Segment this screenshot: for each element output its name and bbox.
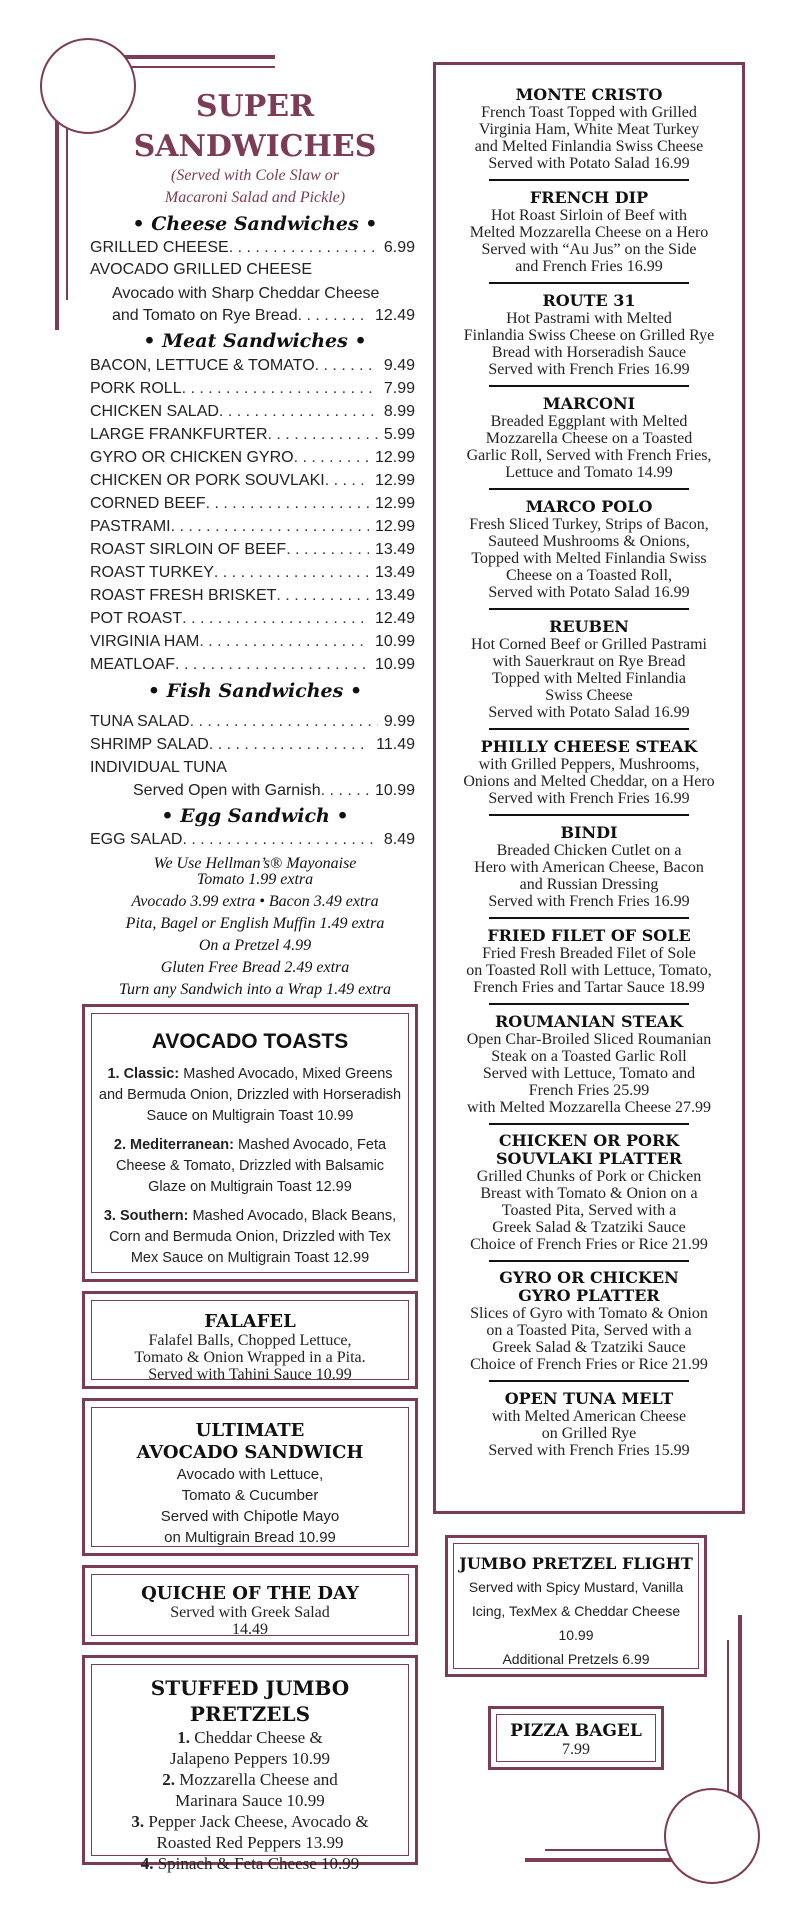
item-description: Avocado with Sharp Cheddar Cheese [112,285,380,302]
special-line: Toasted Pita, Served with a [501,1202,677,1219]
special-line: on a Toasted Pita, Served with a [486,1322,692,1339]
avocado-toasts-inner [91,1013,409,1273]
toast-label: 3. Southern: [103,1208,189,1224]
specials-box [433,62,745,1514]
special-item [436,926,742,996]
item-name: MEATLOAF [90,656,176,673]
item-name: ROAST SIRLOIN OF BEEF [90,541,287,558]
special-item [436,823,742,910]
jumbo-pretzel-flight-box [445,1535,707,1677]
pretzel-line: Spinach & Feta Cheese 10.99 [157,1854,360,1873]
item-name: LARGE FRANKFURTER [90,426,268,443]
special-line: French Fries 25.99 [528,1082,650,1099]
special-line: Finlandia Swiss Cheese on Grilled Rye [463,327,715,344]
item-name: EGG SALAD [90,831,183,848]
note-line: Tomato 1.99 extra [196,871,314,888]
section-title-fish: • Fish Sandwiches • [147,680,363,702]
special-item [436,617,742,721]
divider [489,488,689,490]
menu-item [90,735,415,755]
item-price: 13.49 [374,587,415,604]
special-line: on Grilled Rye [541,1425,637,1442]
deco-circle-bottom-right [664,1788,760,1884]
special-line: Served with Potato Salad 16.99 [488,155,690,172]
item-name: CORNED BEEF [90,495,206,512]
pretzel-line: Jalapeno Peppers 10.99 [169,1749,331,1768]
divider [489,1260,689,1262]
special-line: Lettuce and Tomato 14.99 [505,464,673,481]
divider [489,1380,689,1382]
quiche-title: QUICHE OF THE DAY [141,1583,359,1604]
menu-item [90,712,415,732]
menu-item [90,448,415,468]
item-name: TUNA SALAD [90,713,190,730]
special-line: and French Fries 16.99 [515,258,663,275]
pretzel-num: 4. [140,1854,154,1873]
special-title: ROUTE 31 [542,291,636,310]
menu-item [90,471,415,491]
pretzel-line: Mozzarella Cheese and [179,1770,338,1789]
special-line: Slices of Gyro with Tomato & Onion [470,1305,708,1322]
menu-item [90,758,415,778]
item-name: ROAST TURKEY [90,564,214,581]
special-item [436,1389,742,1459]
avocado-toasts-title: AVOCADO TOASTS [151,1030,349,1053]
special-line: Served with French Fries 16.99 [488,790,690,807]
special-line: Hot Roast Sirloin of Beef with [491,207,687,224]
special-line: and Melted Finlandia Swiss Cheese [474,138,704,155]
special-line: Served with French Fries 16.99 [488,893,690,910]
special-title: FRENCH DIP [529,188,649,207]
divider [489,814,689,816]
item-price: 10.99 [374,633,415,650]
section-title-cheese: • Cheese Sandwiches • [132,213,378,235]
note-line: Turn any Sandwich into a Wrap 1.49 extra [119,981,391,998]
special-line: Onions and Melted Cheddar, on a Hero [463,773,715,790]
item-price: 10.99 [374,782,415,799]
special-line: with Grilled Peppers, Mushrooms, [478,756,700,773]
section-title-egg: • Egg Sandwich • [161,805,349,827]
special-item [436,1012,742,1116]
jumbo-flight-line: Icing, TexMex & Cheddar Cheese [471,1603,681,1619]
section-title-meat: • Meat Sandwiches • [143,330,367,352]
ultimate-title-1: ULTIMATE [195,1420,305,1441]
stuffed-pretzels-box [82,1655,418,1873]
special-line: Served with French Fries 15.99 [488,1442,690,1459]
special-line: Hot Corned Beef or Grilled Pastrami [471,636,707,653]
special-title: CHICKEN OR PORK SOUVLAKI PLATTER [495,1131,683,1168]
special-line: Served with Lettuce, Tomato and [482,1065,696,1082]
item-price: 13.49 [374,564,415,581]
pizza-bagel-title: PIZZA BAGEL [510,1721,642,1741]
special-line: Sauteed Mushrooms & Onions, [488,533,690,550]
item-price: 12.99 [374,518,415,535]
ultimate-line: Avocado with Lettuce, [176,1466,324,1483]
special-line: with Melted American Cheese [491,1408,687,1425]
pretzel-num: 1. [177,1728,191,1747]
item-price: 12.99 [374,495,415,512]
item-name: BACON, LETTUCE & TOMATO [90,357,315,374]
special-title: FRIED FILET OF SOLE [487,926,691,945]
special-title: REUBEN [549,617,629,636]
toast-label: 1. Classic: [107,1066,180,1082]
falafel-line: Served with Tahini Sauce 10.99 [148,1366,352,1383]
subtitle-line2: Macaroni Salad and Pickle) [164,189,346,206]
menu-item [90,425,415,445]
note-line: Avocado 3.99 extra • Bacon 3.49 extra [131,893,379,910]
menu-item [90,494,415,514]
special-title: MONTE CRISTO [515,85,663,104]
special-title: ROUMANIAN STEAK [494,1012,683,1031]
divider [489,1003,689,1005]
divider [489,728,689,730]
special-item [436,188,742,275]
special-line: Open Char-Broiled Sliced Roumanian [466,1031,712,1048]
special-line: Served with French Fries 16.99 [488,361,690,378]
ultimate-line: Tomato & Cucumber [181,1487,319,1504]
special-item [436,291,742,378]
ultimate-avocado-inner [91,1407,409,1547]
special-line: Served with “Au Jus” on the Side [481,241,697,258]
menu-item [90,356,415,376]
special-title: MARCONI [542,394,636,413]
jumbo-flight-line: Additional Pretzels 6.99 [502,1651,650,1667]
subtitle-line1: (Served with Cole Slaw or [171,167,339,184]
special-line: Steak on a Toasted Garlic Roll [491,1048,687,1065]
falafel-inner [91,1300,409,1383]
pizza-bagel-price: 7.99 [562,1741,590,1758]
item-name: PORK ROLL [90,380,182,397]
toast-desc: Mashed Avocado, Black Beans, Corn and Bermuda Onion, Drizzled with Tex Mex Sauce on Multigrain Toast 12.99 [109,1208,397,1266]
menu-item [90,655,415,675]
page-title-line2: SANDWICHES [133,129,377,164]
menu-item [90,609,415,629]
note-line: We Use Hellman’s® Mayonaise [153,855,357,872]
jumbo-flight-line: Served with Spicy Mustard, Vanilla [468,1579,684,1595]
menu-item [90,563,415,583]
falafel-title: FALAFEL [204,1311,296,1332]
item-description: Served Open with Garnish [133,782,321,799]
ultimate-line: Served with Chipotle Mayo [160,1508,340,1525]
divider [489,385,689,387]
pizza-bagel-box [488,1706,664,1770]
pizza-bagel-inner [496,1714,656,1762]
special-line: Served with Potato Salad 16.99 [488,584,690,601]
special-line: Swiss Cheese [545,687,633,704]
special-line: French Toast Topped with Grilled [481,104,697,121]
special-line: Topped with Melted Finlandia Swiss [471,550,707,567]
item-name: CHICKEN SALAD [90,403,219,420]
special-title: OPEN TUNA MELT [504,1389,674,1408]
item-price: 13.49 [374,541,415,558]
special-title: PHILLY CHEESE STEAK [480,737,698,756]
item-price: 5.99 [383,426,415,443]
special-line: Mozzarella Cheese on a Toasted [485,430,693,447]
quiche-box [82,1565,418,1645]
note-line: Pita, Bagel or English Muffin 1.49 extra [125,915,385,932]
avocado-toasts-box [82,1004,418,1282]
special-line: and Russian Dressing [519,876,659,893]
pretzel-line: Cheddar Cheese & [194,1728,323,1747]
deco-bar-vertical-1 [55,100,59,330]
toast-item [96,1206,404,1269]
quiche-inner [91,1574,409,1636]
special-title: MARCO POLO [525,497,653,516]
item-price: 11.49 [376,736,415,753]
item-price: 12.99 [374,472,415,489]
stuffed-pretzels-inner [91,1664,409,1873]
special-item [436,1269,742,1373]
note-line: On a Pretzel 4.99 [198,937,312,954]
deco-bar-horizontal-1 [105,55,275,59]
divider [489,282,689,284]
special-line: Greek Salad & Tzatziki Sauce [492,1339,686,1356]
item-price: 7.99 [383,380,415,397]
special-item [436,1132,742,1253]
note-line: Gluten Free Bread 2.49 extra [160,959,350,976]
item-price: 6.99 [383,239,415,256]
ultimate-line: on Multigrain Bread 10.99 [164,1529,336,1546]
special-item [436,394,742,481]
toast-item [96,1064,404,1127]
menu-item [90,379,415,399]
divider [489,1123,689,1125]
item-name: POT ROAST [90,610,183,627]
toast-desc: Mashed Avocado, Mixed Greens and Bermuda Onion, Drizzled with Horseradish Sauce on Multigrain Toast 10.99 [98,1066,402,1124]
jumbo-flight-title: JUMBO PRETZEL FLIGHT [459,1554,693,1573]
pretzel-num: 3. [131,1812,145,1831]
item-price: 9.99 [383,713,415,730]
item-price: 10.99 [374,656,415,673]
menu-item [90,517,415,537]
item-name: GRILLED CHEESE [90,239,229,256]
jumbo-pretzel-flight-inner [453,1543,699,1669]
pretzel-item [92,1811,408,1832]
menu-item [90,830,415,850]
special-item [436,497,742,601]
menu-item [112,306,415,326]
divider [489,179,689,181]
toast-desc: Mashed Avocado, Feta Cheese & Tomato, Drizzled with Balsamic Glaze on Multigrain Toast 12.99 [115,1137,387,1195]
item-name: ROAST FRESH BRISKET [90,587,277,604]
item-price: 12.99 [374,449,415,466]
pretzel-num: 2. [162,1770,175,1789]
ultimate-avocado-box [82,1398,418,1556]
menu-item [90,260,415,280]
menu-item [90,632,415,652]
quiche-line: 14.49 [232,1621,268,1638]
special-line: Breast with Tomato & Onion on a [480,1185,698,1202]
special-item [436,85,742,172]
item-price: 9.49 [383,357,415,374]
special-line: Melted Mozzarella Cheese on a Hero [469,224,709,241]
deco-bar-vertical-2 [66,100,68,300]
special-item [436,737,742,807]
special-line: Hot Pastrami with Melted [506,310,672,327]
menu-item [90,540,415,560]
special-title: GYRO OR CHICKEN GYRO PLATTER [499,1268,679,1305]
special-line: Bread with Horseradish Sauce [491,344,687,361]
page-title-line1: SUPER [195,89,315,124]
item-name: GYRO OR CHICKEN GYRO [90,449,294,466]
pretzel-item [92,1727,408,1748]
special-line: with Melted Mozzarella Cheese 27.99 [467,1099,711,1116]
item-description: and Tomato on Rye Bread [112,307,298,324]
special-line: Served with Potato Salad 16.99 [488,704,690,721]
toast-item [96,1135,404,1198]
falafel-box [82,1291,418,1389]
item-price: 12.49 [374,610,415,627]
item-name: PASTRAMI [90,518,171,535]
pretzel-item [92,1769,408,1790]
special-line: Topped with Melted Finlandia [492,670,686,687]
item-name: AVOCADO GRILLED CHEESE [90,261,312,278]
special-line: Grilled Chunks of Pork or Chicken [476,1168,702,1185]
special-line: on Toasted Roll with Lettuce, Tomato, [466,962,712,979]
special-line: with Sauerkraut on Rye Bread [492,653,686,670]
quiche-line: Served with Greek Salad [170,1604,330,1621]
menu-item [133,781,415,801]
special-line: Cheese on a Toasted Roll, [505,567,673,584]
special-line: Hero with American Cheese, Bacon [474,859,704,876]
item-name: CHICKEN OR PORK SOUVLAKI [90,472,325,489]
special-line: Garlic Roll, Served with French Fries, [466,447,712,464]
special-line: Breaded Chicken Cutlet on a [496,842,682,859]
pretzel-line: Pepper Jack Cheese, Avocado & [148,1812,369,1831]
specials-list [436,85,742,1459]
divider [489,917,689,919]
divider [489,608,689,610]
menu-item [90,586,415,606]
deco-bar-horizontal-2 [130,66,275,68]
item-name: INDIVIDUAL TUNA [90,759,227,776]
special-title: BINDI [560,823,618,842]
pretzel-line: Marinara Sauce 10.99 [175,1791,325,1810]
item-name: SHRIMP SALAD [90,736,209,753]
falafel-line: Falafel Balls, Chopped Lettuce, [148,1332,352,1349]
pretzel-item [92,1853,408,1874]
menu-item [90,238,415,258]
special-line: Greek Salad & Tzatziki Sauce [492,1219,686,1236]
item-name: VIRGINIA HAM [90,633,200,650]
menu-item [90,402,415,422]
special-line: Fried Fresh Breaded Filet of Sole [482,945,696,962]
ultimate-title-2: AVOCADO SANDWICH [136,1442,364,1463]
special-line: Choice of French Fries or Rice 21.99 [470,1356,708,1373]
special-line: Fresh Sliced Turkey, Strips of Bacon, [469,516,709,533]
pretzels-title: STUFFED JUMBO PRETZELS [150,1676,350,1726]
jumbo-flight-line: 10.99 [558,1627,594,1643]
toast-label: 2. Mediterranean: [113,1137,234,1153]
special-line: French Fries and Tartar Sauce 18.99 [473,979,705,996]
special-line: Breaded Eggplant with Melted [490,413,688,430]
special-line: Virginia Ham, White Meat Turkey [478,121,700,138]
item-price: 12.49 [374,307,415,324]
item-price: 8.49 [383,831,415,848]
item-price: 8.99 [383,403,415,420]
pretzel-line: Roasted Red Peppers 13.99 [156,1833,344,1852]
falafel-line: Tomato & Onion Wrapped in a Pita. [134,1349,366,1366]
special-line: Choice of French Fries or Rice 21.99 [470,1236,708,1253]
